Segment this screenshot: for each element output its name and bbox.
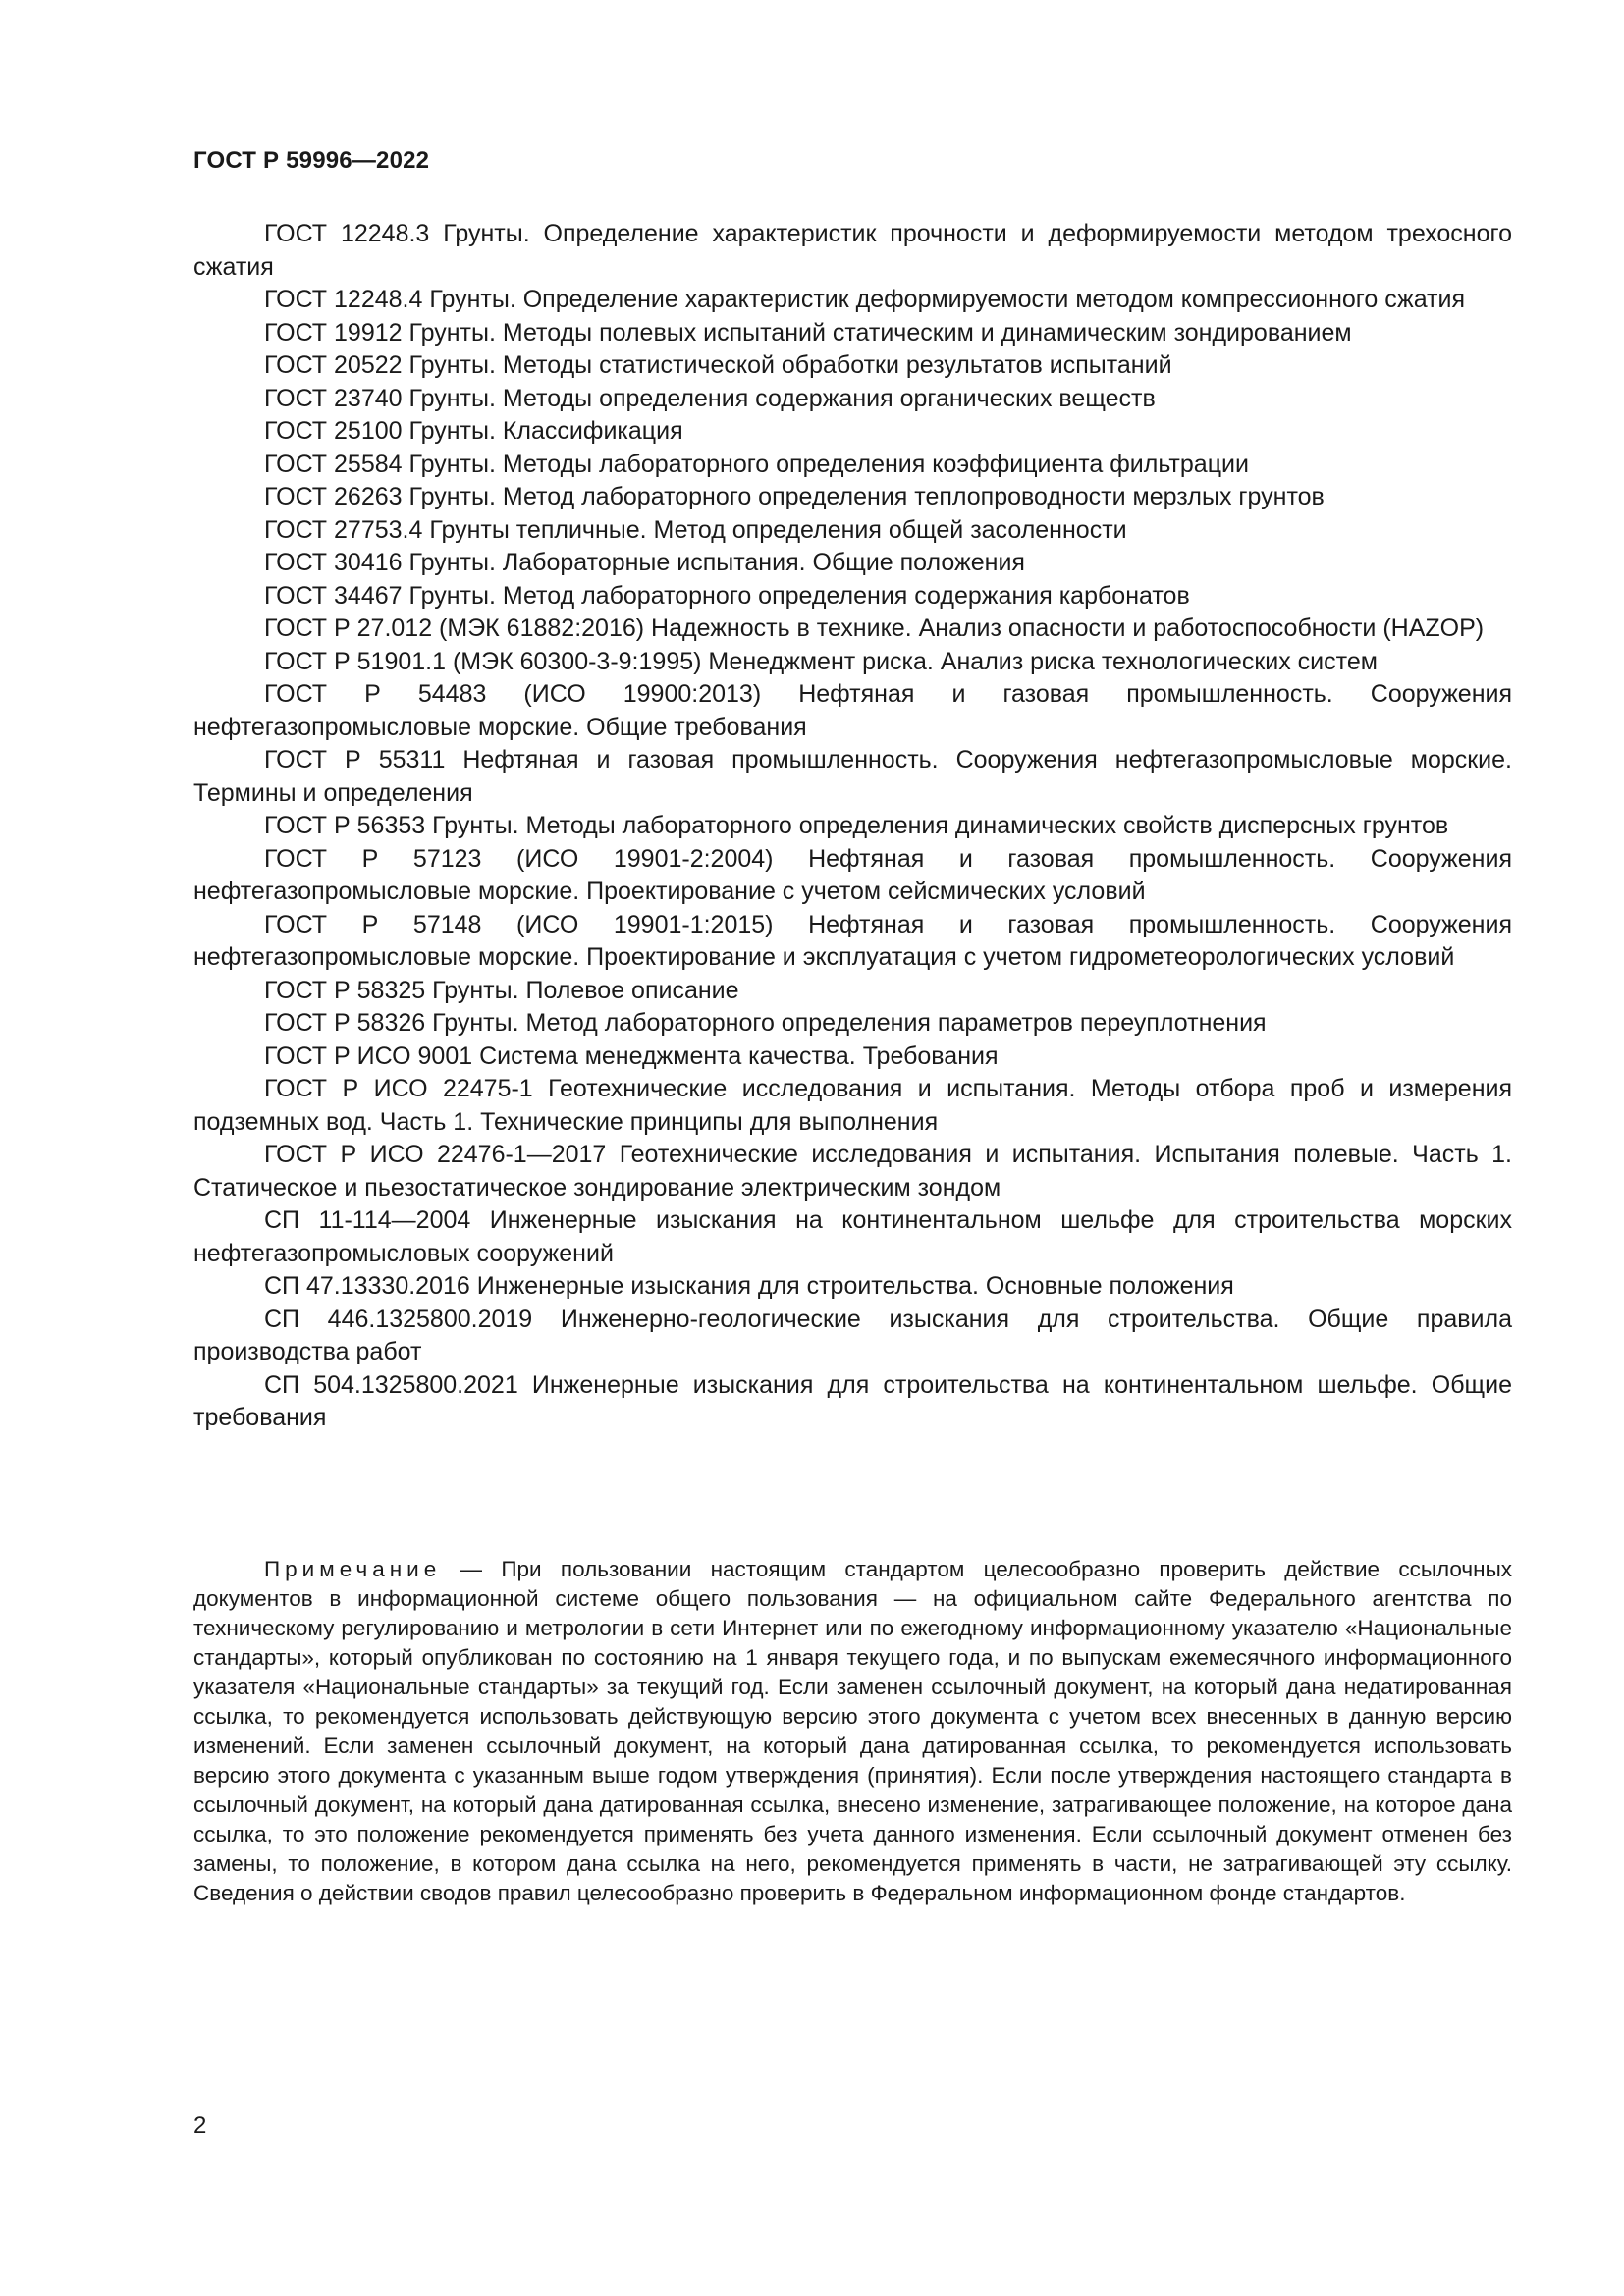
reference-item: ГОСТ Р ИСО 22476-1—2017 Геотехнические исследования и испытания. Испытания полевые. Часть 1. Статическое и пьезостатическое зондирование электрическим зондом bbox=[193, 1141, 1512, 1201]
reference-item: ГОСТ Р 55311 Нефтяная и газовая промышленность. Сооружения нефтегазопромысловые морские. Термины и определения bbox=[193, 746, 1512, 807]
reference-item: ГОСТ 34467 Грунты. Метод лабораторного определения содержания карбонатов bbox=[264, 581, 1190, 610]
reference-item: ГОСТ Р ИСО 22475-1 Геотехнические исследования и испытания. Методы отбора проб и измерения подземных вод. Часть 1. Технические принципы для выполнения bbox=[193, 1075, 1512, 1136]
reference-item: ГОСТ 26263 Грунты. Метод лабораторного определения теплопроводности мерзлых грунтов bbox=[264, 483, 1325, 510]
reference-item: ГОСТ 19912 Грунты. Методы полевых испытаний статическим и динамическим зондированием bbox=[264, 318, 1352, 347]
note-text: — При пользовании настоящим стандартом целесообразно проверить действие ссылочных документов в информационной системе общего пользования — на официальном сайте Федерального агентства по техническому регулированию и метрологии в сети Интернет или по ежегодному информационному указателю «Национальные стандарты», который опубликован по состоянию на 1 января текущего года, и по выпускам ежемесячного информационного указателя «Национальные стандарты» за текущий год. Если заменен ссылочный документ, на который дана недатированная ссылка, то рекомендуется использовать действующую версию этого документа с учетом всех внесенных в данную версию изменений. Если заменен ссылочный документ, на который дана датированная ссылка, то рекомендуется использовать версию этого документа с указанным выше годом утверждения (принятия). Если после утверждения настоящего стандарта в ссылочный документ, на который дана датированная ссылка, внесено изменение, затрагивающее положение, на которое дана ссылка, то это положение рекомендуется применять без учета данного изменения. Если ссылочный документ отменен без замены, то положение, в котором дана ссылка на него, рекомендуется применять в части, не затрагивающей эту ссылку. Сведения о действии сводов правил целесообразно проверить в Федеральном информационном фонде стандартов. bbox=[193, 1557, 1512, 1905]
reference-item: СП 47.13330.2016 Инженерные изыскания для строительства. Основные положения bbox=[264, 1272, 1234, 1300]
reference-item: ГОСТ Р 56353 Грунты. Методы лабораторного определения динамических свойств дисперсных грунтов bbox=[264, 812, 1449, 839]
reference-item: СП 446.1325800.2019 Инженерно-геологические изыскания для строительства. Общие правила производства работ bbox=[193, 1305, 1512, 1365]
reference-item: ГОСТ Р 57148 (ИСО 19901-1:2015) Нефтяная и газовая промышленность. Сооружения нефтегазопромысловые морские. Проектирование и эксплуатация с учетом гидрометеорологических условий bbox=[193, 910, 1512, 971]
reference-item: СП 11-114—2004 Инженерные изыскания на континентальном шельфе для строительства морских нефтегазопромысловых сооружений bbox=[193, 1206, 1512, 1267]
reference-item: ГОСТ Р 54483 (ИСО 19900:2013) Нефтяная и газовая промышленность. Сооружения нефтегазопромысловые морские. Общие требования bbox=[193, 680, 1512, 741]
note-paragraph bbox=[193, 1555, 1512, 1908]
reference-item: ГОСТ Р 51901.1 (МЭК 60300-3-9:1995) Менеджмент риска. Анализ риска технологических систем bbox=[264, 647, 1378, 675]
reference-item: ГОСТ Р 57123 (ИСО 19901-2:2004) Нефтяная и газовая промышленность. Сооружения нефтегазопромысловые морские. Проектирование с учетом сейсмических условий bbox=[193, 844, 1512, 905]
reference-item: ГОСТ 23740 Грунты. Методы определения содержания органических веществ bbox=[264, 384, 1156, 412]
document-header: ГОСТ Р 59996—2022 bbox=[193, 147, 430, 174]
reference-item: ГОСТ Р 58326 Грунты. Метод лабораторного определения параметров переуплотнения bbox=[264, 1009, 1267, 1037]
reference-item: ГОСТ Р ИСО 9001 Система менеджмента качества. Требования bbox=[264, 1041, 999, 1070]
reference-item: ГОСТ 27753.4 Грунты тепличные. Метод определения общей засоленности bbox=[264, 515, 1127, 544]
reference-item: ГОСТ 25584 Грунты. Методы лабораторного определения коэффициента фильтрации bbox=[264, 450, 1249, 478]
note-label: Примечание bbox=[264, 1557, 442, 1581]
reference-item: ГОСТ 12248.3 Грунты. Определение характеристик прочности и деформируемости методом трехосного сжатия bbox=[193, 220, 1512, 281]
reference-item: ГОСТ 12248.4 Грунты. Определение характеристик деформируемости методом компрессионного сжатия bbox=[264, 286, 1466, 313]
reference-item: ГОСТ Р 58325 Грунты. Полевое описание bbox=[264, 976, 739, 1004]
reference-item: ГОСТ 20522 Грунты. Методы статистической обработки результатов испытаний bbox=[264, 351, 1172, 379]
normative-references-list bbox=[193, 218, 1512, 1435]
reference-item: ГОСТ Р 27.012 (МЭК 61882:2016) Надежность в технике. Анализ опасности и работоспособности (HAZOP) bbox=[264, 614, 1485, 642]
page-number: 2 bbox=[193, 2112, 207, 2139]
reference-item: ГОСТ 30416 Грунты. Лабораторные испытания. Общие положения bbox=[264, 549, 1025, 576]
reference-item: СП 504.1325800.2021 Инженерные изыскания для строительства на континентальном шельфе. Общие требования bbox=[193, 1370, 1512, 1431]
reference-item: ГОСТ 25100 Грунты. Классификация bbox=[264, 417, 683, 445]
